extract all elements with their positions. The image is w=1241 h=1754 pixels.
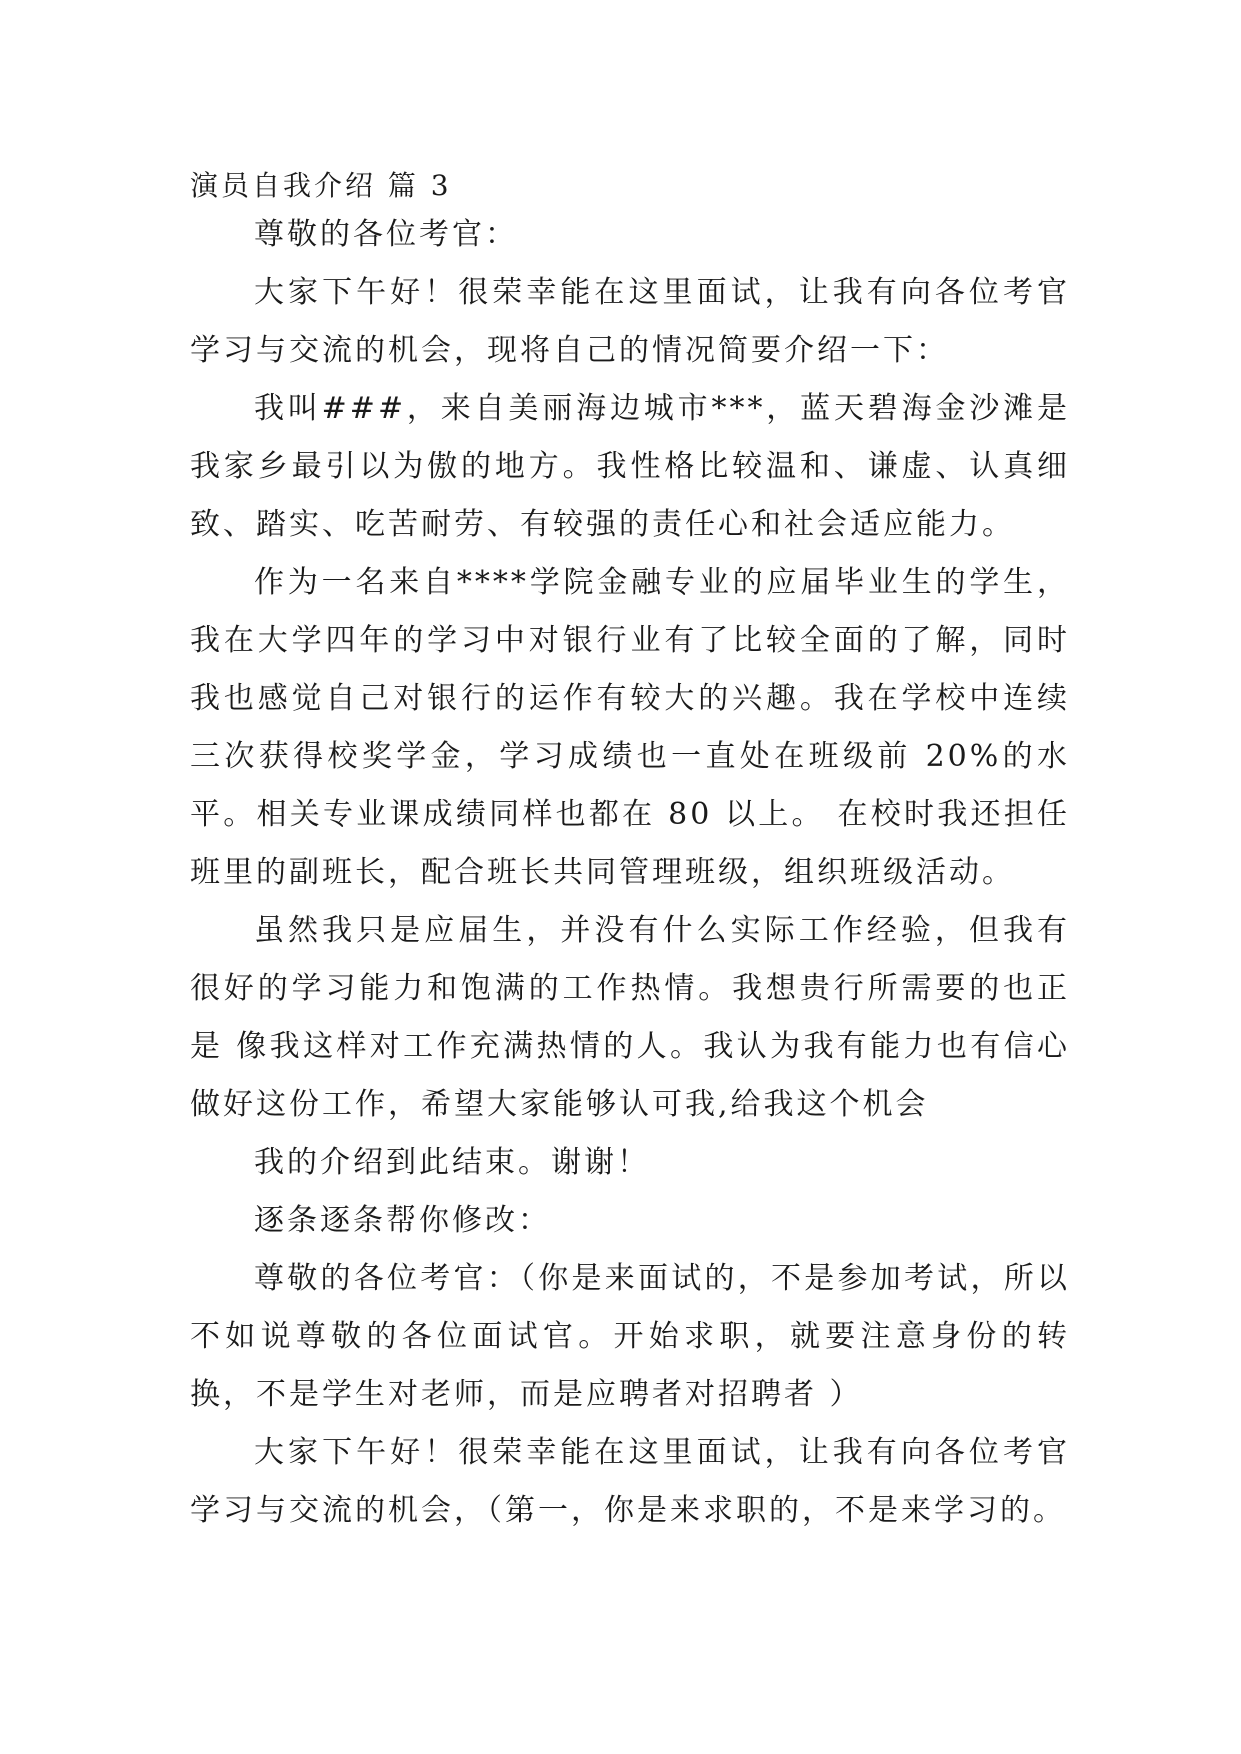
paragraph-salutation: 尊敬的各位考官：: [254, 217, 518, 252]
paragraph-revision-header: 逐条逐条帮你修改：: [254, 1203, 551, 1238]
paragraph-education: 作为一名来自****学院金融专业的应届毕业生的学生，我在大学四年的学习中对银行业有了比较全面的了解，同时我也感觉自己对银行的运作有较大的兴趣。我在学校中连续三次获得校奖学金，学习成绩也一直处在班级前 20%的水平。相关专业课成绩同样也都在 80 以上。 在校时我还担任班里的副班长，配合班长共同管理班级，组织班级活动。: [190, 565, 1070, 890]
paragraph-revision-salutation: 尊敬的各位考官：（你是来面试的，不是参加考试，所以不如说尊敬的各位面试官。开始求职，就要注意身份的转换，不是学生对老师，而是应聘者对招聘者 ）: [190, 1261, 1070, 1412]
document-heading: 演员自我介绍 篇 3: [190, 169, 452, 202]
paragraph-self-intro: 我叫###，来自美丽海边城市***，蓝天碧海金沙滩是我家乡最引以为傲的地方。我性格比较温和、谦虚、认真细致、踏实、吃苦耐劳、有较强的责任心和社会适应能力。: [190, 391, 1070, 542]
paragraph-revision-greeting: 大家下午好！很荣幸能在这里面试，让我有向各位考官学习与交流的机会，（第一，你是来求职的，不是来学习的。: [190, 1435, 1070, 1528]
paragraph-greeting: 大家下午好！很荣幸能在这里面试，让我有向各位考官学习与交流的机会，现将自己的情况简要介绍一下：: [190, 275, 1070, 368]
paragraph-closing: 我的介绍到此结束。谢谢！: [254, 1145, 650, 1180]
paragraph-motivation: 虽然我只是应届生，并没有什么实际工作经验，但我有很好的学习能力和饱满的工作热情。我想贵行所需要的也正是 像我这样对工作充满热情的人。我认为我有能力也有信心做好这份工作，希望大家能够认可我,给我这个机会: [190, 913, 1070, 1122]
